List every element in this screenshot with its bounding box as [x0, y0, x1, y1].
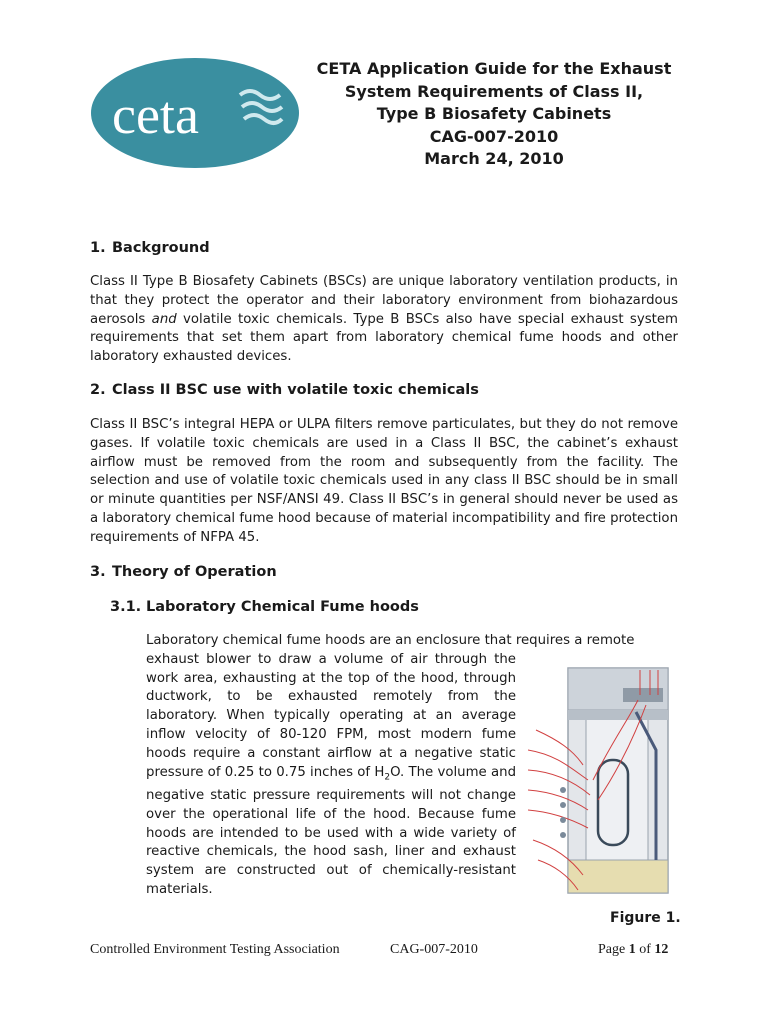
- ceta-logo: [90, 57, 300, 169]
- footer-organization: Controlled Environment Testing Association: [90, 942, 340, 957]
- section-heading-volatile-chemicals: [90, 382, 479, 398]
- fume-hood-figure: [528, 660, 678, 900]
- document-title: [300, 58, 688, 171]
- document-date: March 24, 2010: [424, 149, 564, 168]
- subsection-number: 3.1.: [110, 599, 142, 615]
- subsection-heading-fume-hoods: [110, 599, 419, 615]
- document-number: CAG-007-2010: [429, 126, 559, 146]
- section-heading-background: [90, 240, 210, 256]
- footer-document-number: CAG-007-2010: [390, 942, 478, 957]
- subsection-title: Laboratory Chemical Fume hoods: [146, 599, 419, 615]
- figure-caption: Figure 1.: [610, 910, 681, 926]
- title-line: CETA Application Guide for the Exhaust: [316, 59, 672, 78]
- title-line: System Requirements of Class II,: [344, 81, 644, 101]
- section-number: 2.: [90, 382, 106, 398]
- logo-text: ceta: [112, 85, 199, 145]
- section-title: Theory of Operation: [112, 564, 277, 580]
- section-heading-theory: [90, 564, 277, 580]
- section-number: 3.: [90, 564, 106, 580]
- background-paragraph: Class II Type B Biosafety Cabinets (BSCs) are unique laboratory ventilation products, in that they protect the operator and their laboratory environment from biohazardous aerosols and volatile toxic chemicals. Type B BSCs also have special exhaust system requirements that set them apart from laboratory chemical fume hoods and other laboratory exhausted devices.: [90, 274, 678, 365]
- title-line: Type B Biosafety Cabinets: [376, 104, 612, 123]
- section-title: Background: [112, 240, 210, 256]
- section-title: Class II BSC use with volatile toxic chemicals: [112, 382, 479, 398]
- section-number: 1.: [90, 240, 106, 256]
- footer-page-number: Page 1 of 12: [598, 942, 669, 957]
- volatile-chemicals-paragraph: Class II BSC’s integral HEPA or ULPA filters remove particulates, but they do not remove gases. If volatile toxic chemicals are used in a Class II BSC, the cabinet’s exhaust airflow must be removed from the room and subsequently from the facility. The selection and use of volatile toxic chemicals used in any class II BSC should be in small or minute quantities per NSF/ANSI 49. Class II BSC’s in general should never be used as a laboratory chemical fume hood because of material incompatibility and fire protection requirements of NFPA 45.: [90, 417, 678, 545]
- fume-hood-paragraph: Laboratory chemical fume hoods are an enclosure that requires a remote exhaust blower to draw a volume of air through the work area, exhausting at the top of the hood, through ductwork, to be exhausted remotely from the laboratory. When typically operating at an average inflow velocity of 80-120 FPM, most modern fume hoods require a constant airflow at a negative static pressure of 0.25 to 0.75 inches of $H_2O$. The volume and negative static pressure requirements will not change over the operational life of the hood. Because fume hoods are intended to be used with a wide variety of reactive chemicals, the hood sash, liner and exhaust system are constructed out of chemically-resistant materials.: [146, 633, 635, 898]
